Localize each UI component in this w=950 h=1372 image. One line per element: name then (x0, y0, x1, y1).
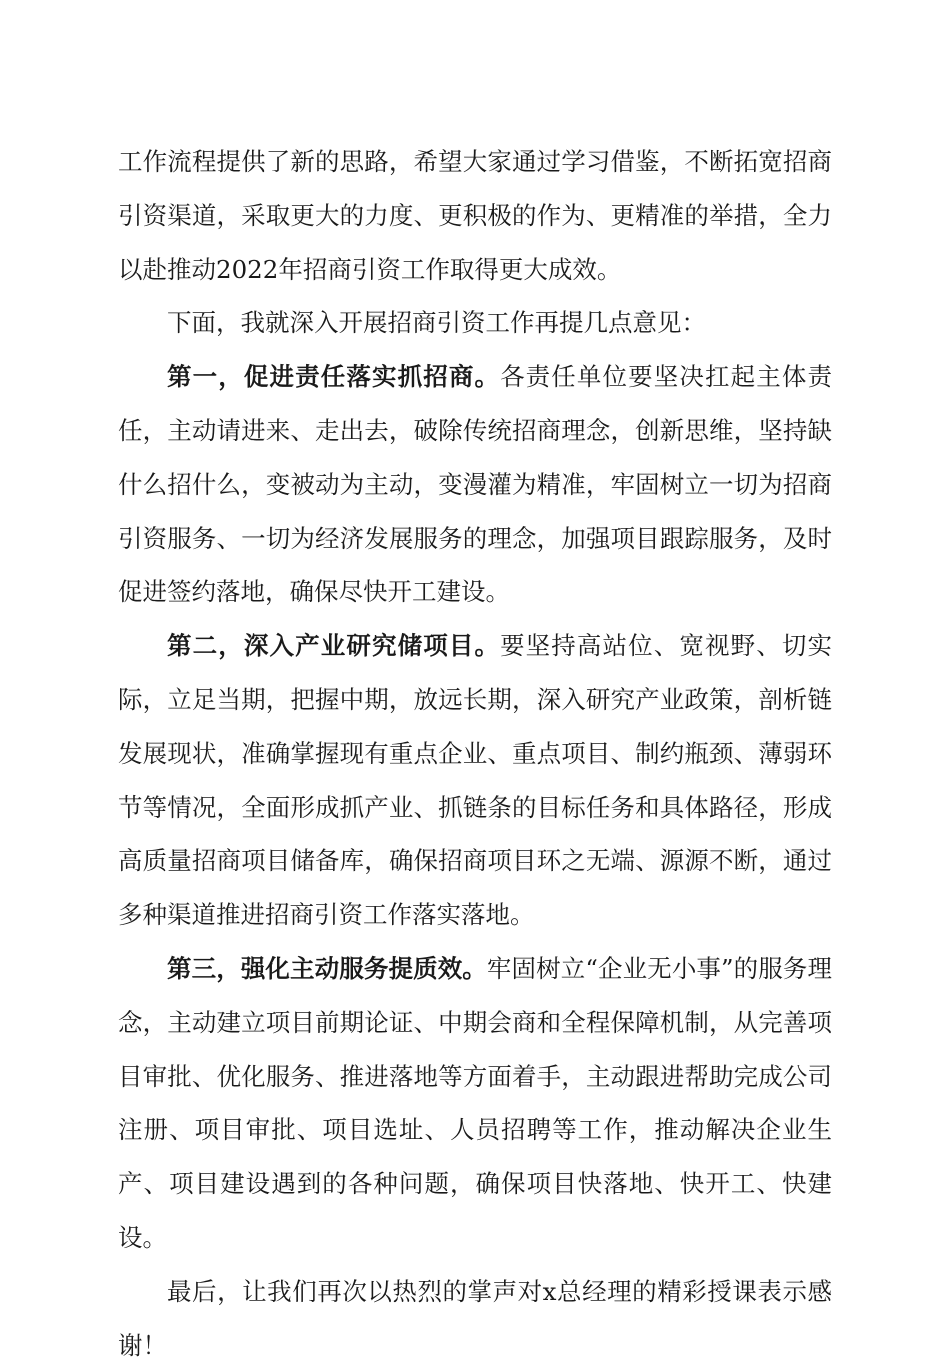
paragraph-intro (118, 296, 832, 350)
point-heading: 第二，深入产业研究储项目。 (167, 631, 501, 661)
paragraph-text: 下面，我就深入开展招商引资工作再提几点意见： (167, 308, 706, 338)
paragraph-text: 要坚持高站位、宽视野、切实际，立足当期，把握中期，放远长期，深入研究产业政策，剖析链发展现状，准确掌握现有重点企业、重点项目、制约瓶颈、薄弱环节等情况，全面形成抓产业、抓链条的目标任务和具体路径，形成高质量招商项目储备库，确保招商项目环之无端、源源不断，通过多种渠道推进招商引资工作落实落地。 (118, 631, 833, 930)
paragraph-text: 牢固树立“企业无小事”的服务理念，主动建立项目前期论证、中期会商和全程保障机制，从完善项目审批、优化服务、推进落地等方面着手，主动跟进帮助完成公司注册、项目审批、项目选址、人员招聘等工作，推动解决企业生产、项目建设遇到的各种问题，确保项目快落地、快开工、快建设。 (118, 953, 832, 1252)
point-heading: 第三，强化主动服务提质效。 (167, 953, 487, 983)
paragraph-text: 各责任单位要坚决扛起主体责任，主动请进来、走出去，破除传统招商理念，创新思维，坚持缺什么招什么，变被动为主动，变漫灌为精准，牢固树立一切为招商引资服务、一切为经济发展服务的理念，加强项目跟踪服务，及时促进签约落地，确保尽快开工建设。 (118, 362, 833, 607)
document-body (118, 135, 832, 1372)
paragraph-text: 最后，让我们再次以热烈的掌声对x总经理的精彩授课表示感谢！ (118, 1276, 832, 1360)
paragraph-text: 工作流程提供了新的思路，希望大家通过学习借鉴，不断拓宽招商引资渠道，采取更大的力度、更积极的作为、更精准的举措，全力以赴推动2022年招商引资工作取得更大成效。 (118, 147, 832, 284)
paragraph-point-3 (118, 942, 832, 1265)
paragraph-continuation (118, 135, 832, 296)
paragraph-closing (118, 1265, 832, 1372)
paragraph-point-1 (118, 350, 832, 619)
paragraph-point-2 (118, 619, 832, 942)
point-heading: 第一，促进责任落实抓招商。 (167, 362, 501, 392)
